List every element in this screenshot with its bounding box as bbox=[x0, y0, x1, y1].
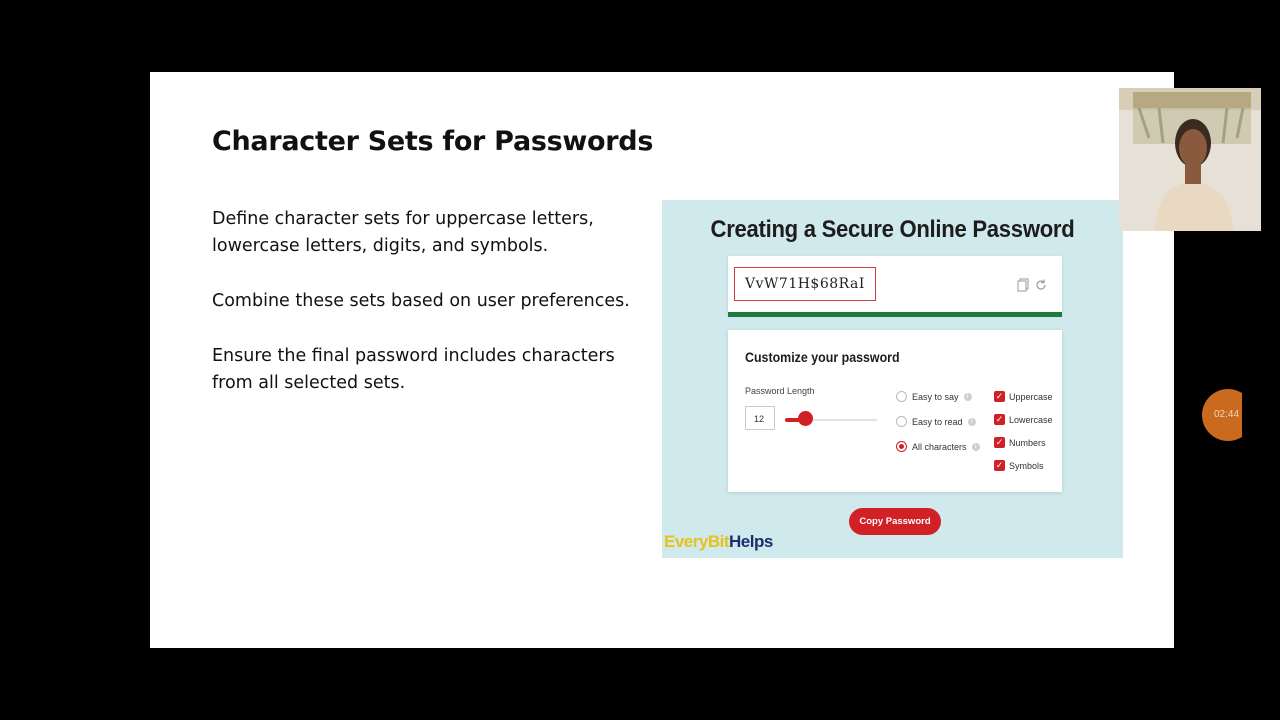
checkbox-option-lowercase bbox=[994, 408, 1053, 431]
radio-label: Easy to say bbox=[912, 391, 959, 402]
checkbox-option-numbers bbox=[994, 431, 1053, 454]
brand-logo bbox=[664, 532, 773, 552]
checkbox-checked: ✓ bbox=[995, 460, 1004, 470]
radio-option-easy-to-read bbox=[896, 409, 980, 434]
checkbox-checked: ✓ bbox=[995, 414, 1004, 424]
bullet-text: Combine these sets based on user preferences. bbox=[212, 291, 630, 311]
customize-card bbox=[728, 330, 1062, 492]
presenter-video-frame bbox=[1119, 88, 1261, 231]
checkbox-label: Numbers bbox=[1009, 437, 1046, 448]
password-display-card bbox=[728, 256, 1062, 314]
embedded-screenshot bbox=[662, 200, 1123, 558]
info-icon: i bbox=[972, 443, 980, 451]
slide-bullets bbox=[212, 206, 657, 425]
brand-logo-part: EveryBit bbox=[664, 532, 729, 551]
checkbox-label: Symbols bbox=[1009, 460, 1044, 471]
generated-password: VvW71H$68RaI bbox=[734, 267, 876, 301]
webcam-video[interactable] bbox=[1119, 88, 1261, 231]
radio-button bbox=[896, 416, 907, 427]
length-input: 12 bbox=[745, 406, 775, 430]
radio-button-selected bbox=[896, 441, 907, 452]
checkbox-option-uppercase bbox=[994, 385, 1053, 408]
checkbox-group bbox=[994, 385, 1053, 477]
checkbox-label: Lowercase bbox=[1009, 414, 1053, 425]
slide-title: Character Sets for Passwords bbox=[212, 126, 654, 157]
radio-option-easy-to-say bbox=[896, 384, 980, 409]
refresh-icon bbox=[1034, 278, 1048, 292]
info-icon: i bbox=[964, 393, 972, 401]
checkbox-label: Uppercase bbox=[1009, 391, 1053, 402]
brand-logo-part: Helps bbox=[728, 532, 773, 551]
radio-label: Easy to read bbox=[912, 416, 963, 427]
radio-group bbox=[896, 384, 980, 459]
timer-clip-mask bbox=[1242, 380, 1280, 450]
checkbox-checked: ✓ bbox=[995, 391, 1004, 401]
copy-password-button: Copy Password bbox=[849, 508, 941, 535]
copy-icon bbox=[1016, 278, 1030, 292]
customize-title: Customize your password bbox=[745, 350, 900, 365]
recording-timer[interactable]: 02:44 bbox=[1202, 389, 1254, 441]
presentation-slide bbox=[150, 72, 1174, 648]
radio-option-all-characters bbox=[896, 434, 980, 459]
radio-label: All characters bbox=[912, 441, 967, 452]
radio-button bbox=[896, 391, 907, 402]
screenshot-heading: Creating a Secure Online Password bbox=[710, 216, 1075, 243]
password-strength-bar bbox=[728, 312, 1062, 317]
info-icon: i bbox=[968, 418, 976, 426]
bullet-text: Define character sets for uppercase letters, lowercase letters, digits, and symbols. bbox=[212, 209, 594, 256]
length-label: Password Length bbox=[745, 386, 815, 396]
checkbox-option-symbols bbox=[994, 454, 1053, 477]
length-slider-thumb bbox=[798, 411, 813, 426]
checkbox-checked: ✓ bbox=[995, 437, 1004, 447]
bullet-text: Ensure the final password includes characters from all selected sets. bbox=[212, 346, 615, 393]
